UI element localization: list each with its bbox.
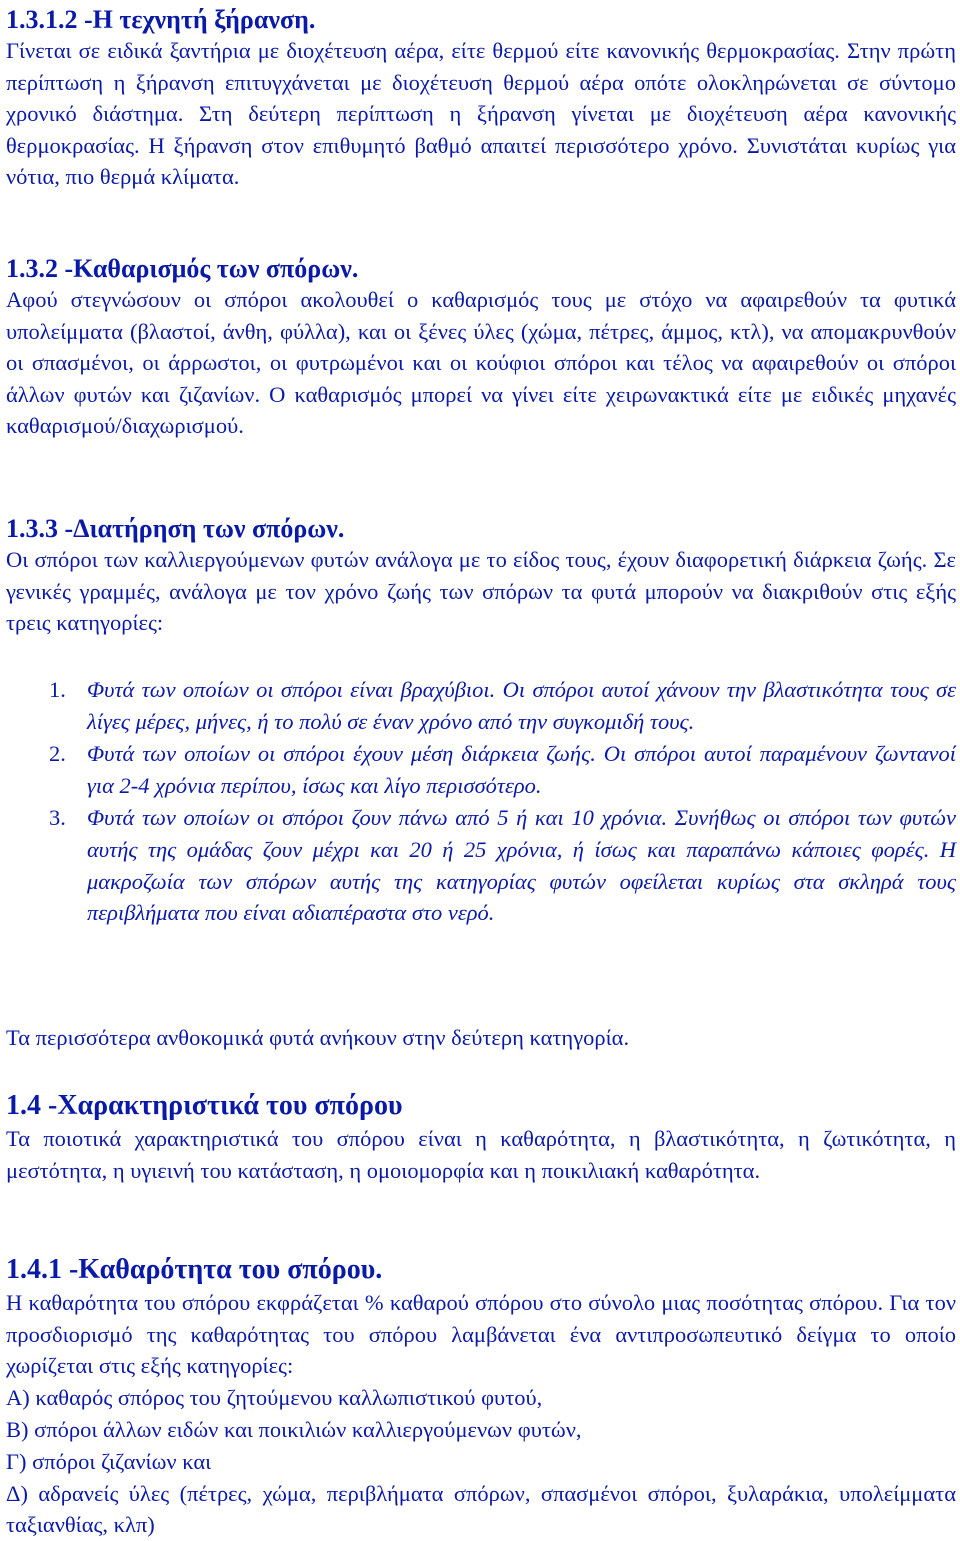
section-paragraph: Γίνεται σε ειδικά ξαντήρια με διοχέτευση αέρα, είτε θερμού είτε κανονικής θερμοκρασίας. Στην πρώτη περίπτωση η ξήρανση επιτυγχάνεται με διοχέτευση θερμού αέρα οπότε ολοκληρώνεται σε σύντομο χρονικό διάστημα. Στη δεύτερη περίπτωση η ξήρανση γίνεται με διοχέτευση αέρα κανονικής θερμοκρασίας. Η ξήρανση στον επιθυμητό βαθμό απαιτεί περισσότερο χρόνο. Συνιστάται κυρίως για νότια, πιο θερμά κλίματα. (6, 38, 956, 190)
list-item (6, 738, 956, 801)
section-seed-cleaning (6, 253, 956, 442)
section-paragraph: Η καθαρότητα του σπόρου εκφράζεται % καθαρού σπόρου στο σύνολο μιας ποσότητας σπόρου. Για τον προσδιορισμό της καθαρότητας του σπόρου λαμβάνεται ένα αντιπροσωπευτικό δείγμα το οποίο χωρίζεται στις εξής κατηγορίες: (6, 1290, 956, 1379)
section-seed-preservation (6, 513, 956, 639)
list-item (6, 674, 956, 737)
list-item-number: 2. (49, 741, 66, 767)
purity-category-a: Α) καθαρός σπόρος του ζητούμενου καλλωπιστικού φυτού, (6, 1384, 543, 1410)
category-list-block (6, 674, 956, 929)
section-paragraph: Αφού στεγνώσουν οι σπόροι ακολουθεί ο καθαρισμός τους με στόχο να αφαιρεθούν τα φυτικά υπολείμματα (βλαστοί, άνθη, φύλλα), και οι ξένες ύλες (χώμα, πέτρες, άμμος, κτλ), να απομακρυνθούν οι σπασμένοι, οι άρρωστοι, οι φυτρωμένοι και οι κούφιοι σπόροι και τέλος να αφαιρεθούν οι σπόροι άλλων φυτών και ζιζανίων. Ο καθαρισμός μπορεί να γίνει είτε χειρωνακτικά είτε με ειδικές μηχανές καθαρισμού/διαχωρισμού. (6, 287, 956, 439)
list-item-text: Φυτά των οποίων οι σπόροι ζουν πάνω από 5 ή και 10 χρόνια. Συνήθως οι σπόροι των φυτών αυτής της ομάδας ζουν μέχρι και 20 ή 25 χρόνια, ή ίσως και παραπάνω κάποιες φορές. Η μακροζωία των σπόρων αυτής της κατηγορίας φυτών οφείλεται κυρίως στα σκληρά τους περιβλήματα που είναι αδιαπέραστα στο νερό. (87, 805, 956, 926)
closing-note-block (6, 1022, 956, 1054)
purity-category-c: Γ) σπόροι ζιζανίων και (6, 1448, 212, 1474)
purity-category-d: Δ) αδρανείς ύλες (πέτρες, χώμα, περιβλήματα σπόρων, σπασμένοι σπόροι, ξυλαράκια, υπολείμματα ταξιανθίας, κλπ) (6, 1480, 956, 1538)
list-item-text: Φυτά των οποίων οι σπόροι έχουν μέση διάρκεια ζωής. Οι σπόροι αυτοί παραμένουν ζωντανοί για 2-4 χρόνια περίπου, ίσως και λίγο περισσότερο. (87, 741, 956, 798)
section-heading: 1.4.1 -Καθαρότητα του σπόρου. (6, 1254, 383, 1285)
section-heading: 1.3.3 -Διατήρηση των σπόρων. (6, 514, 345, 543)
section-seed-characteristics (6, 1089, 956, 1186)
purity-category-b: Β) σπόροι άλλων ειδών και ποικιλιών καλλιεργούμενων φυτών, (6, 1416, 582, 1442)
list-item-number: 3. (49, 805, 66, 831)
section-seed-purity (6, 1253, 956, 1541)
section-heading: 1.3.1.2 -Η τεχνητή ξήρανση. (6, 5, 316, 34)
category-list (6, 674, 956, 929)
section-artificial-drying (6, 4, 956, 193)
section-paragraph: Τα ποιοτικά χαρακτηριστικά του σπόρου είναι η καθαρότητα, η βλαστικότητα, η ζωτικότητα, η μεστότητα, η υγιεινή του κατάσταση, η ομοιομορφία και η ποικιλιακή καθαρότητα. (6, 1126, 956, 1183)
list-item-number: 1. (49, 677, 66, 702)
list-item-text: Φυτά των οποίων οι σπόροι είναι βραχύβιοι. Οι σπόροι αυτοί χάνουν την βλαστικότητα τους σε λίγες μέρες, μήνες, ή το πολύ σε έναν χρόνο από την συγκομιδή τους. (87, 677, 956, 734)
section-heading: 1.4 -Χαρακτηριστικά του σπόρου (6, 1090, 403, 1121)
list-item (6, 802, 956, 928)
closing-note: Τα περισσότερα ανθοκομικά φυτά ανήκουν στην δεύτερη κατηγορία. (6, 1025, 630, 1050)
section-paragraph: Οι σπόροι των καλλιεργούμενων φυτών ανάλογα με το είδος τους, έχουν διαφορετική διάρκεια ζωής. Σε γενικές γραμμές, ανάλογα με τον χρόνο ζωής των σπόρων τα φυτά μπορούν να διακριθούν στις εξής τρεις κατηγορίες: (6, 547, 956, 636)
section-heading: 1.3.2 -Καθαρισμός των σπόρων. (6, 254, 359, 283)
